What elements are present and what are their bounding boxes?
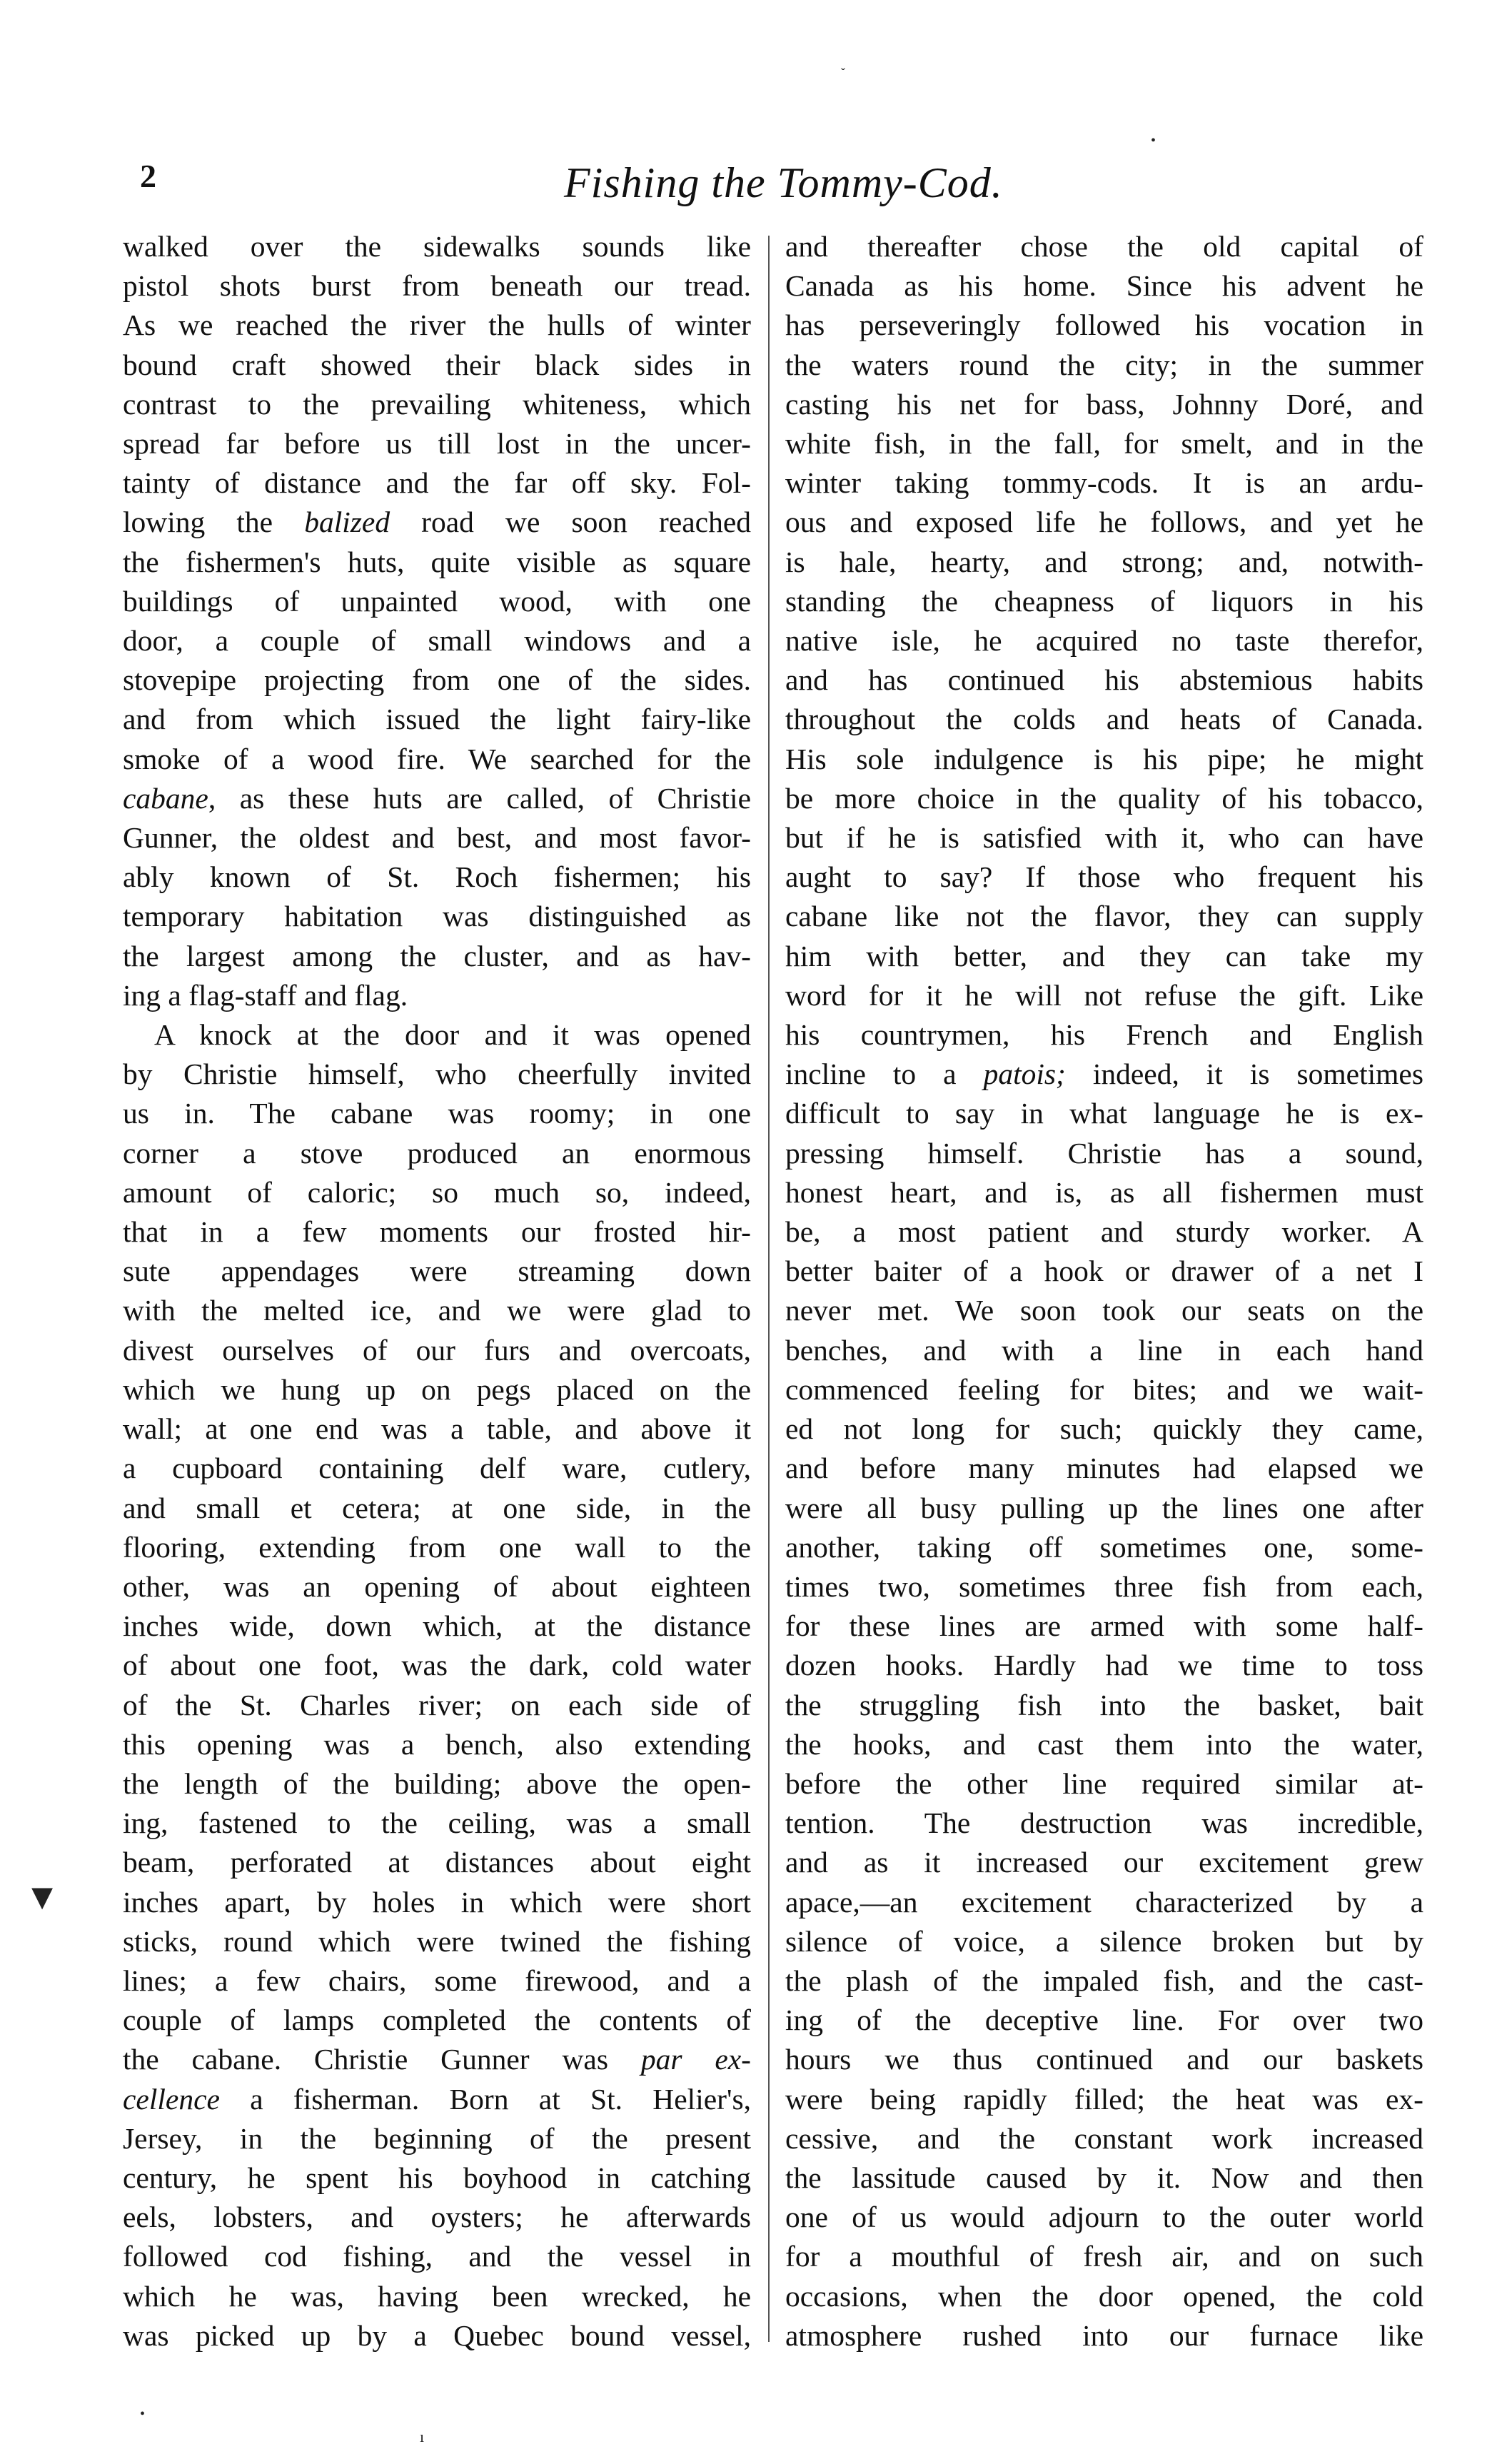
text-line: the lassitude caused by it. Now and then xyxy=(785,2161,1423,2194)
text-line: dozen hooks. Hardly had we time to toss xyxy=(785,1649,1423,1682)
text-line: His sole indulgence is his pipe; he might xyxy=(785,742,1423,775)
text-line: of about one foot, was the dark, cold water xyxy=(123,1649,751,1682)
italic-term: cellence xyxy=(123,2082,220,2116)
text-line: a cupboard containing delf ware, cutlery, xyxy=(123,1452,751,1485)
running-title: Fishing the Tommy-Cod. xyxy=(564,159,1003,206)
text-line: the plash of the impaled fish, and the cast- xyxy=(785,1963,1423,1997)
text-line: walked over the sidewalks sounds like xyxy=(123,230,751,263)
text-line: casting his net for bass, Johnny Doré, and xyxy=(785,387,1423,421)
text-line: which he was, having been wrecked, he xyxy=(123,2279,751,2313)
text-line: times two, sometimes three fish from each, xyxy=(785,1569,1423,1603)
text-line: was picked up by a Quebec bound vessel, xyxy=(123,2318,751,2352)
text-line: ing of the deceptive line. For over two xyxy=(785,2003,1423,2037)
text-line: stovepipe projecting from one of the sides. xyxy=(123,663,751,697)
text-line: of the St. Charles river; on each side of xyxy=(123,1688,751,1721)
text-line: followed cod fishing, and the vessel in xyxy=(123,2240,751,2273)
text-line: but if he is satisfied with it, who can have xyxy=(785,821,1423,855)
speck-mark: ˇ xyxy=(841,66,845,80)
text-line: Canada as his home. Since his advent he xyxy=(785,269,1423,303)
text-line: and before many minutes had elapsed we xyxy=(785,1452,1423,1485)
right-text-column xyxy=(785,227,1423,2355)
text-line: cabane like not the flavor, they can supply xyxy=(785,900,1423,933)
text-line: pistol shots burst from beneath our tread. xyxy=(123,269,751,303)
text-line: A knock at the door and it was opened xyxy=(154,1018,751,1052)
text-line: buildings of unpainted wood, with one xyxy=(123,584,751,618)
text-line: is hale, hearty, and strong; and, notwith- xyxy=(785,545,1423,578)
text-line: Gunner, the oldest and best, and most favor- xyxy=(123,821,751,855)
text-line: him with better, and they can take my xyxy=(785,939,1423,972)
text-line: divest ourselves of our furs and overcoats, xyxy=(123,1333,751,1367)
text-line: beam, perforated at distances about eight xyxy=(123,1846,751,1879)
text-line: honest heart, and is, as all fishermen must xyxy=(785,1175,1423,1209)
italic-term: cabane xyxy=(123,781,208,815)
text-line: ably known of St. Roch fishermen; his xyxy=(123,860,751,894)
text-line: spread far before us till lost in the uncer- xyxy=(123,427,751,461)
text-line: the fishermen's huts, quite visible as square xyxy=(123,545,751,578)
column-divider-rule xyxy=(768,236,770,2342)
speck-mark: ı xyxy=(420,2428,425,2445)
text-line: eels, lobsters, and oysters; he afterwards xyxy=(123,2201,751,2234)
text-run: a fisherman. Born at St. Helier's, xyxy=(219,2082,751,2116)
text-line: tention. The destruction was incredible, xyxy=(785,1806,1423,1840)
ink-blot-mark: ▾ xyxy=(31,1872,54,1919)
text-line: were all busy pulling up the lines one after xyxy=(785,1491,1423,1524)
text-line: were being rapidly filled; the heat was ex- xyxy=(785,2082,1423,2116)
text-line: and thereafter chose the old capital of xyxy=(785,230,1423,263)
text-line: by Christie himself, who cheerfully invited xyxy=(123,1057,751,1091)
italic-term: balized xyxy=(304,506,390,539)
text-line: and from which issued the light fairy-like xyxy=(123,703,751,736)
text-line: throughout the colds and heats of Canada. xyxy=(785,703,1423,736)
text-line: sticks, round which were twined the fishing xyxy=(123,1924,751,1958)
text-line: lines; a few chairs, some firewood, and a xyxy=(123,1963,751,1997)
text-run: , as these huts are called, of Christie xyxy=(208,781,751,815)
text-line: wall; at one end was a table, and above it xyxy=(123,1412,751,1446)
text-line: be, a most patient and sturdy worker. A xyxy=(785,1215,1423,1249)
text-line: difficult to say in what language he is ex- xyxy=(785,1097,1423,1130)
text-line: door, a couple of small windows and a xyxy=(123,624,751,658)
text-line: inches wide, down which, at the distance xyxy=(123,1609,751,1643)
text-line: corner a stove produced an enormous xyxy=(123,1136,751,1170)
text-line: benches, and with a line in each hand xyxy=(785,1333,1423,1367)
text-line xyxy=(123,503,751,542)
text-line xyxy=(123,2080,751,2119)
text-line: standing the cheapness of liquors in his xyxy=(785,584,1423,618)
text-line: which we hung up on pegs placed on the xyxy=(123,1372,751,1406)
text-line: pressing himself. Christie has a sound, xyxy=(785,1136,1423,1170)
text-line: never met. We soon took our seats on the xyxy=(785,1294,1423,1327)
text-line: us in. The cabane was roomy; in one xyxy=(123,1097,751,1130)
text-line: be more choice in the quality of his tobacco, xyxy=(785,781,1423,815)
text-line: commenced feeling for bites; and we wait- xyxy=(785,1372,1423,1406)
text-line xyxy=(123,779,751,818)
text-line: native isle, he acquired no taste therefor, xyxy=(785,624,1423,658)
text-line: before the other line required similar at- xyxy=(785,1766,1423,1800)
text-line: ous and exposed life he follows, and yet he xyxy=(785,506,1423,539)
text-run: lowing the xyxy=(123,506,305,539)
text-line: ing a flag-staff and flag. xyxy=(123,978,408,1012)
text-line: occasions, when the door opened, the cold xyxy=(785,2279,1423,2313)
text-line: century, he spent his boyhood in catching xyxy=(123,2161,751,2194)
text-line: apace,—an excitement characterized by a xyxy=(785,1885,1423,1919)
text-line xyxy=(785,1055,1423,1094)
text-line: his countrymen, his French and English xyxy=(785,1018,1423,1052)
text-line: inches apart, by holes in which were short xyxy=(123,1885,751,1919)
text-line: tainty of distance and the far off sky. Fol- xyxy=(123,466,751,500)
text-line: other, was an opening of about eighteen xyxy=(123,1569,751,1603)
text-line: ing, fastened to the ceiling, was a small xyxy=(123,1806,751,1840)
text-line: better baiter of a hook or drawer of a net I xyxy=(785,1254,1423,1288)
text-line: hours we thus continued and our baskets xyxy=(785,2043,1423,2076)
text-line: temporary habitation was distinguished as xyxy=(123,900,751,933)
text-line xyxy=(123,2040,751,2079)
text-line: silence of voice, a silence broken but by xyxy=(785,1924,1423,1958)
text-run: the cabane. Christie Gunner was xyxy=(123,2043,641,2076)
text-line: that in a few moments our frosted hir- xyxy=(123,1215,751,1249)
text-line: cessive, and the constant work increased xyxy=(785,2121,1423,2155)
text-run: indeed, it is sometimes xyxy=(1065,1057,1423,1091)
speck-mark: • xyxy=(140,2406,146,2422)
text-line: ed not long for such; quickly they came, xyxy=(785,1412,1423,1446)
text-line: Jersey, in the beginning of the present xyxy=(123,2121,751,2155)
text-line: the length of the building; above the open- xyxy=(123,1766,751,1800)
text-line: the struggling fish into the basket, bait xyxy=(785,1688,1423,1721)
text-line: sute appendages were streaming down xyxy=(123,1254,751,1288)
text-line: the waters round the city; in the summer xyxy=(785,348,1423,381)
text-line: white fish, in the fall, for smelt, and in the xyxy=(785,427,1423,461)
text-line: and has continued his abstemious habits xyxy=(785,663,1423,697)
text-line: and small et cetera; at one side, in the xyxy=(123,1491,751,1524)
text-line: this opening was a bench, also extending xyxy=(123,1727,751,1761)
text-line: winter taking tommy-cods. It is an ardu- xyxy=(785,466,1423,500)
italic-term: patois; xyxy=(983,1057,1066,1091)
text-run: road we soon reached xyxy=(390,506,751,539)
text-line: for a mouthful of fresh air, and on such xyxy=(785,2240,1423,2273)
text-line: with the melted ice, and we were glad to xyxy=(123,1294,751,1327)
text-run: incline to a xyxy=(785,1057,984,1091)
text-line: has perseveringly followed his vocation in xyxy=(785,308,1423,342)
text-line: smoke of a wood fire. We searched for the xyxy=(123,742,751,775)
text-line: another, taking off sometimes one, some- xyxy=(785,1530,1423,1564)
text-line: word for it he will not refuse the gift. Like xyxy=(785,978,1423,1012)
text-line: the largest among the cluster, and as hav- xyxy=(123,939,751,972)
italic-term: par ex- xyxy=(640,2043,751,2076)
text-line: flooring, extending from one wall to the xyxy=(123,1530,751,1564)
text-line: amount of caloric; so much so, indeed, xyxy=(123,1175,751,1209)
text-line: for these lines are armed with some half- xyxy=(785,1609,1423,1643)
text-line: As we reached the river the hulls of winter xyxy=(123,308,751,342)
text-line: and as it increased our excitement grew xyxy=(785,1846,1423,1879)
text-line: aught to say? If those who frequent his xyxy=(785,860,1423,894)
text-line: one of us would adjourn to the outer world xyxy=(785,2201,1423,2234)
text-line: bound craft showed their black sides in xyxy=(123,348,751,381)
text-line: atmosphere rushed into our furnace like xyxy=(785,2318,1423,2352)
left-text-column xyxy=(123,227,751,2355)
text-line: couple of lamps completed the contents of xyxy=(123,2003,751,2037)
speck-mark: • xyxy=(1151,133,1156,149)
text-line: contrast to the prevailing whiteness, which xyxy=(123,387,751,421)
page-number: 2 xyxy=(140,158,156,194)
text-line: the hooks, and cast them into the water, xyxy=(785,1727,1423,1761)
